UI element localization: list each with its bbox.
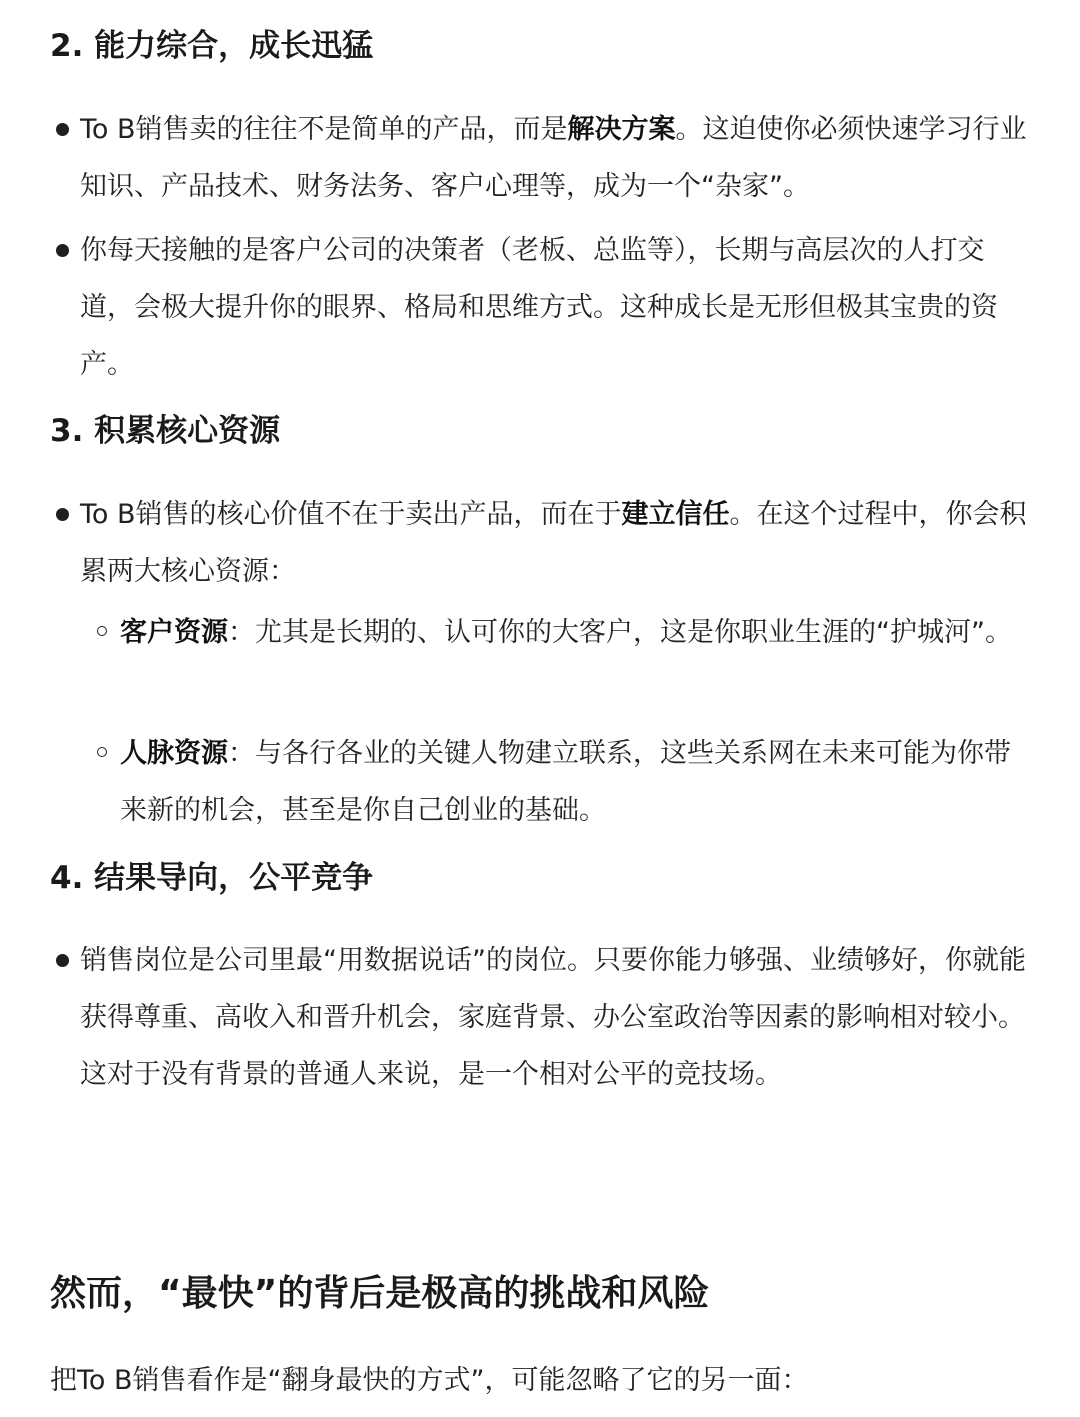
bullet-dot-icon — [56, 123, 69, 136]
bold-term: 解决方案 — [567, 114, 676, 145]
section-3-heading: 3. 积累核心资源 — [50, 413, 281, 449]
bullet-circle-icon — [97, 747, 107, 757]
risk-heading: 然而，“最快”的背后是极高的挑战和风险 — [50, 1273, 710, 1314]
sub-list-item: 人脉资源：与各行各业的关键人物建立联系，这些关系网在未来可能为你带来新的机会，甚至是你自己创业的基础。 — [120, 725, 1030, 839]
list-item: To B销售卖的往往不是简单的产品，而是解决方案。这迫使你必须快速学习行业知识、产品技术、财务法务、客户心理等，成为一个“杂家”。 — [80, 101, 1030, 215]
section-2-heading: 2. 能力综合，成长迅猛 — [50, 28, 374, 64]
list-item: 销售岗位是公司里最“用数据说话”的岗位。只要你能力够强、业绩够好，你就能获得尊重、高收入和晋升机会，家庭背景、办公室政治等因素的影响相对较小。这对于没有背景的普通人来说，是一个相对公平的竞技场。 — [80, 932, 1030, 1103]
section-4-heading: 4. 结果导向，公平竞争 — [50, 860, 374, 896]
bullet-dot-icon — [56, 244, 69, 257]
list-item: 你每天接触的是客户公司的决策者（老板、总监等），长期与高层次的人打交道，会极大提升你的眼界、格局和思维方式。这种成长是无形但极其宝贵的资产。 — [80, 222, 1030, 393]
risk-intro-paragraph: 把To B销售看作是“翻身最快的方式”，可能忽略了它的另一面： — [50, 1365, 809, 1396]
bold-term: 建立信任 — [621, 499, 730, 530]
bold-term: 人脉资源 — [120, 738, 228, 769]
bullet-dot-icon — [56, 954, 69, 967]
bullet-circle-icon — [97, 626, 107, 636]
bullet-dot-icon — [56, 508, 69, 521]
sub-list-item: 客户资源：尤其是长期的、认可你的大客户，这是你职业生涯的“护城河”。 — [120, 604, 1030, 661]
bold-term: 客户资源 — [120, 617, 228, 648]
list-item: To B销售的核心价值不在于卖出产品，而在于建立信任。在这个过程中，你会积累两大核心资源： — [80, 486, 1030, 600]
